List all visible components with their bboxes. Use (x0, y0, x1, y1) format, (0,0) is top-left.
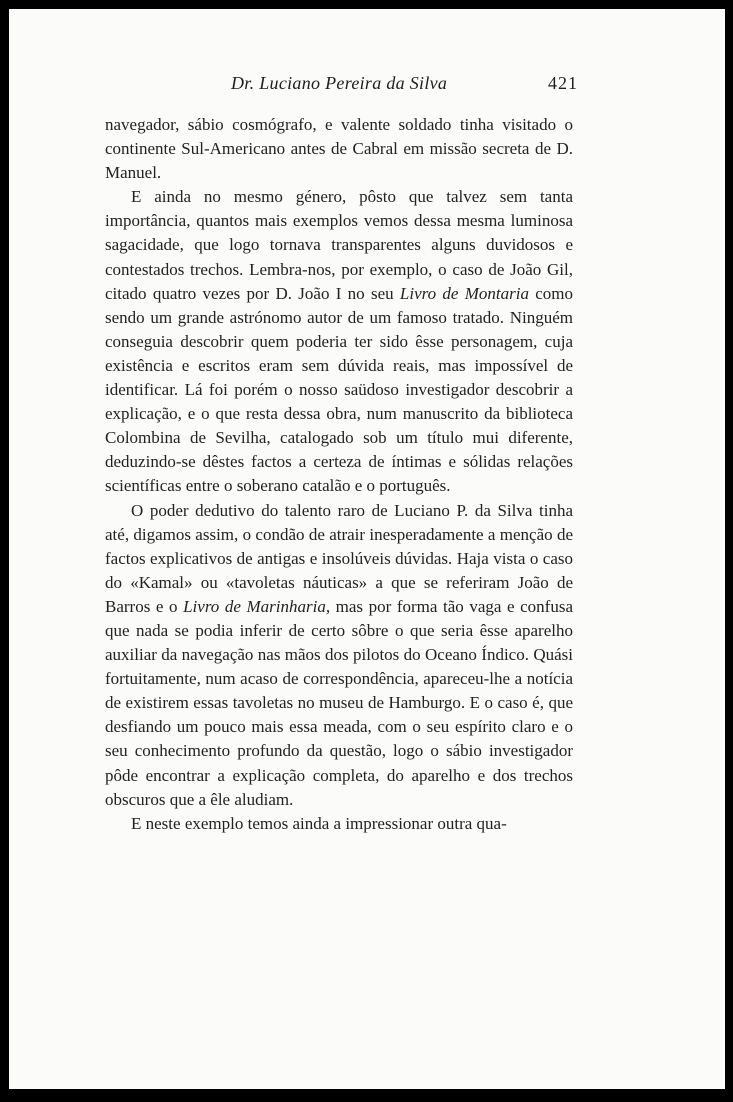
paragraph-3-text-a: O poder dedutivo do talento raro de Luciano P. da Silva tinha até, digamos assim, o condão de atrair inesperadamente a menção de factos explicativos de antigas e insolúveis dúvidas. Haja vista o caso do «Kamal» ou «tavoletas náuticas» a que se referiram João de Barros e o (105, 500, 573, 616)
book-page (9, 9, 725, 1089)
paragraph-4: E neste exemplo temos ainda a impressionar outra qua- (131, 813, 507, 833)
body-text (105, 113, 573, 836)
book-title-livro-de-montaria: Livro de Montaria (399, 283, 529, 303)
paragraph-3 (105, 499, 573, 812)
page-header (9, 73, 725, 99)
paragraph-2-text-a: E ainda no mesmo género, pôsto que talvez sem tanta importância, quantos mais exemplos vemos dessa mesma luminosa sagacidade, que logo tornava transparentes alguns duvidosos e contestados trechos. Lembra-nos, por exemplo, o caso de João Gil, citado quatro vezes por D. João I no seu (105, 187, 573, 303)
paragraph-1: navegador, sábio cosmógrafo, e valente soldado tinha visitado o continente Sul-Americano antes de Cabral em missão secreta de D. Manuel. (105, 115, 573, 183)
paragraph-2 (105, 185, 573, 498)
paragraph-3-text-b: mas por forma tão vaga e confusa que nada se podia inferir de certo sôbre o que seria êsse aparelho auxiliar da navegação nas mãos dos pilotos do Oceano Índico. Quási fortuitamente, num acaso de correspondência, apareceu-lhe a notícia de existirem essas tavoletas no museu de Hamburgo. E o caso é, que desfiando um pouco mais essa meada, com o seu espírito claro e o seu conhecimento profundo da questão, logo o sábio investigador pôde encontrar a explicação completa, do aparelho e dos trechos obscuros que a êle aludiam. (105, 596, 574, 809)
page-number: 421 (548, 73, 578, 93)
book-title-livro-de-marinharia: Livro de Marinharia, (183, 596, 331, 616)
paragraph-2-text-b: como sendo um grande astrónomo autor de um famoso tratado. Ninguém conseguia descobrir quem poderia ter sido êsse personagem, cuja existência e escritos eram sem dúvida reais, mas impossível de identificar. Lá foi porém o nosso saüdoso investigador descobrir a explicação, e o que resta dessa obra, num manuscrito da biblioteca Colombina de Sevilha, catalogado sob um título mui diferente, deduzindo-se dêstes factos a certeza de íntimas e sólidas relações scientíficas entre o soberano catalão e o português. (105, 283, 574, 496)
running-title: Dr. Luciano Pereira da Silva (231, 73, 448, 93)
